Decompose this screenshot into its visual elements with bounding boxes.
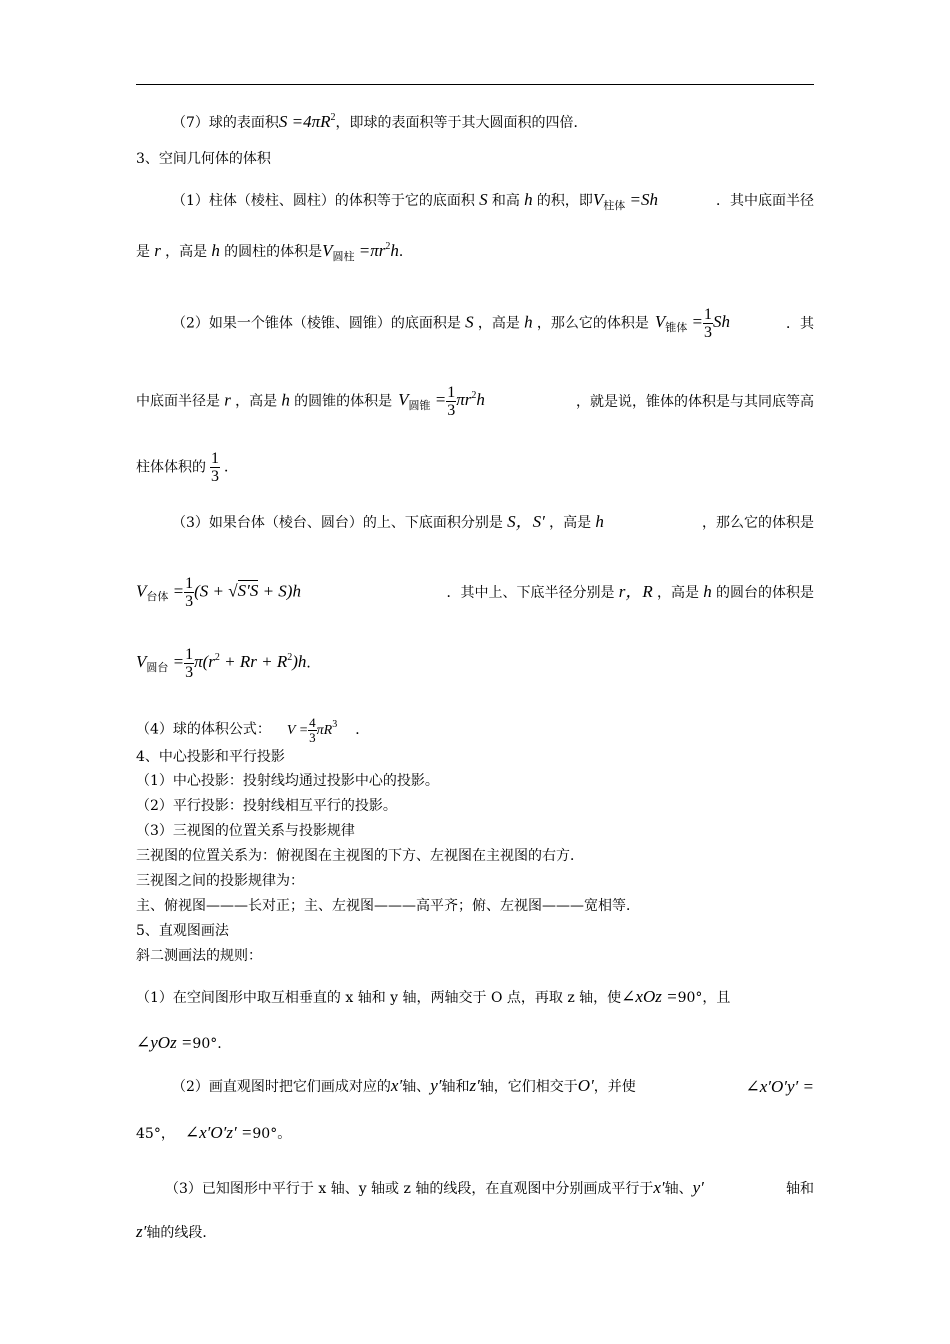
pyramid-line-1: （2）如果一个锥体（棱锥、圆锥）的底面积是 S ，高是 h ，那么它的体积是 $V_{锥体}$ = $\frac{1}{3}$ Sh ．其	[172, 306, 814, 341]
formula-sphere-area: $S =4\pi R^2$	[278, 112, 336, 131]
sphere-volume-line: （4）球的体积公式： V = $\frac{4}{3}$ $\pi R^3$ ．	[136, 715, 370, 745]
rule-3-line-1: （3）已知图形中平行于 x 轴、y 轴或 z 轴的线段，在直观图中分别画成平行于x′轴、y′ 轴和	[165, 1178, 814, 1197]
rule-1-line-2: ∠yOz =90°.	[136, 1033, 222, 1052]
rule-2-line-1: （2）画直观图时把它们画成对应的x′轴、y′轴和z′轴，它们相交于O′，并使 ∠x′O′y′ =	[172, 1076, 814, 1096]
rule-1-line-1: （1）在空间图形中取互相垂直的 x 轴和 y 轴，两轴交于 O 点，再取 z 轴，使∠xOz =90°，且	[136, 987, 731, 1006]
proj-item: （1）中心投影：投射线均通过投影中心的投影。	[136, 773, 439, 789]
header-rule	[136, 84, 814, 85]
sphere-surface-line: （7）球的表面积$S =4\pi R^2$，即球的表面积等于其大圆面积的四倍．	[172, 112, 588, 131]
frustum-line-2: $V_{台体}$ = $\frac{1}{3}$ (S + √S′S + S)h ．其中上、下底半径分别是 r，R ，高是 h 的圆台的体积是	[136, 575, 814, 610]
section-3-heading: 3、空间几何体的体积	[136, 151, 271, 167]
views-line: 三视图的位置关系为：俯视图在主视图的下方、左视图在主视图的右方．	[136, 848, 584, 864]
rule-2-line-2: 45°， ∠x′O′z′ =90°。	[136, 1123, 292, 1142]
section-5-heading: 5、直观图画法	[136, 923, 229, 939]
proj-item: （2）平行投影：投射线相互平行的投影。	[136, 798, 397, 814]
oblique-heading: 斜二测画法的规则：	[136, 948, 262, 964]
views-line: 主、俯视图———长对正；主、左视图———高平齐；俯、左视图———宽相等．	[136, 898, 640, 914]
pyramid-line-3: 柱体体积的 $\frac{1}{3}$ ．	[136, 450, 238, 485]
section-4-heading: 4、中心投影和平行投影	[136, 749, 285, 765]
pyramid-line-2: 中底面半径是 r ，高是 h 的圆锥的体积是 $V_{圆锥}$ = $\frac{1}{3}$ $\pi r^2h$ ，就是说，锥体的体积是与其同底等高	[136, 384, 814, 419]
proj-item: （3）三视图的位置关系与投影规律	[136, 823, 355, 839]
rule-3-line-2: z′轴的线段．	[136, 1222, 217, 1241]
frustum-line-1: （3）如果台体（棱台、圆台）的上、下底面积分别是 S，S′ ，高是 h ，那么它的体积是	[172, 512, 814, 531]
prism-line-1: （1）柱体（棱柱、圆柱）的体积等于它的底面积 S 和高 h 的积，即$V_{柱体} =Sh$ ．其中底面半径	[172, 190, 814, 212]
frustum-line-3: $V_{圆台}$ = $\frac{1}{3}$ $\pi(r^2 + Rr + R^2)h$．	[136, 646, 321, 681]
views-line: 三视图之间的投影规律为：	[136, 873, 304, 889]
prism-line-2: 是 r ，高是 h 的圆柱的体积是$V_{圆柱} =\pi r^2h$．	[136, 241, 413, 263]
